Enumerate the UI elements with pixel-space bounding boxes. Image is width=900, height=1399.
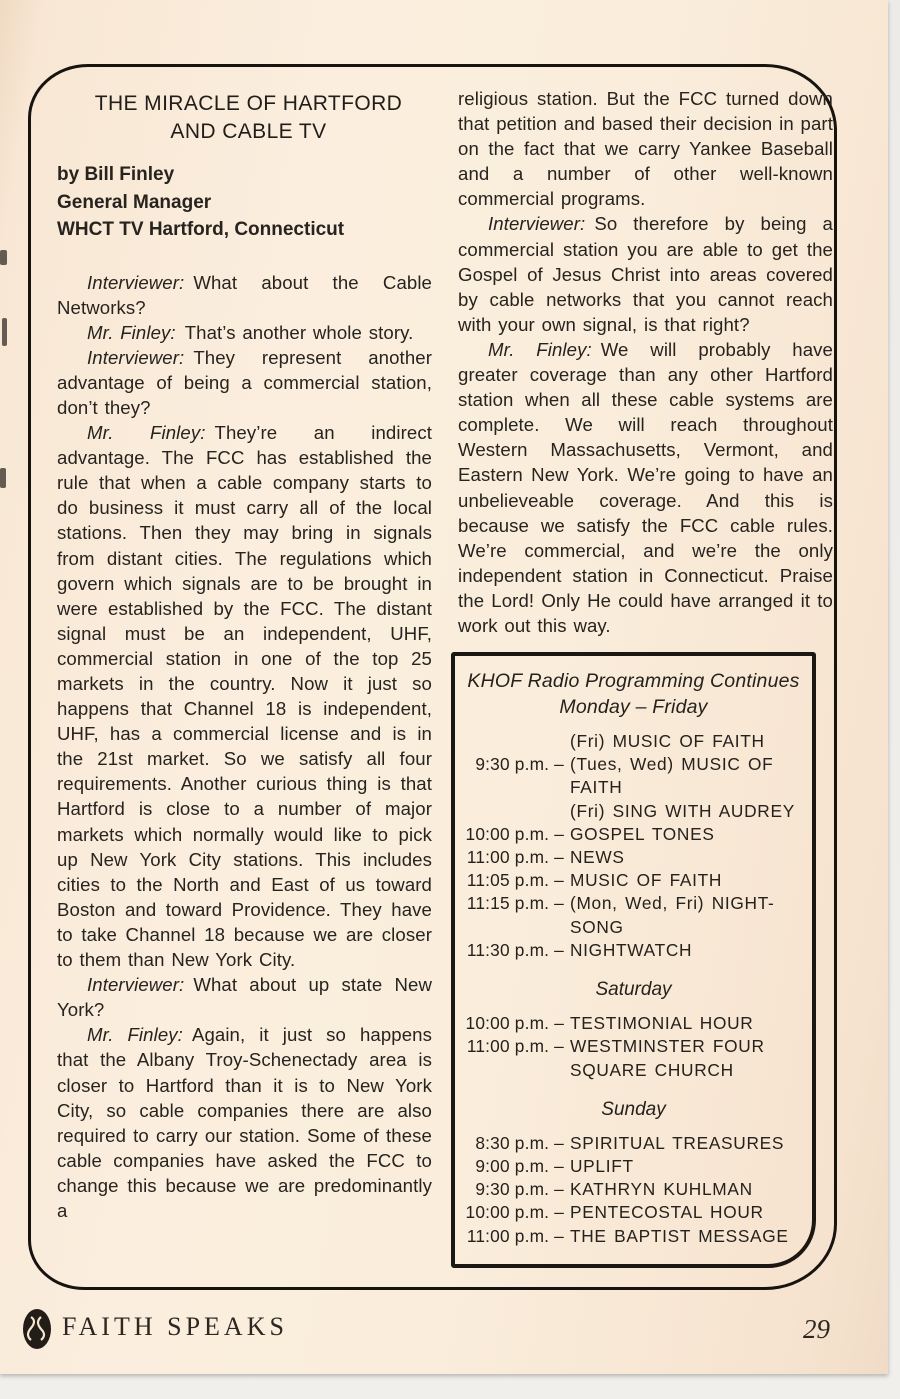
faith-speaks-logo-icon <box>21 1307 53 1356</box>
schedule-time <box>463 800 564 823</box>
schedule-time <box>463 730 564 753</box>
schedule-program: (Fri) SING WITH AUDREY <box>570 800 795 821</box>
speaker-label: Interviewer: <box>87 346 185 368</box>
binding-mark <box>0 250 7 265</box>
article-title-line2: AND CABLE TV <box>170 120 327 143</box>
schedule-row <box>463 916 804 939</box>
schedule-row <box>463 1012 804 1035</box>
paragraph-text: What about the Cable Networks? <box>57 271 432 318</box>
byline-role: General Manager <box>57 191 212 213</box>
schedule-program: FAITH <box>570 777 623 798</box>
schedule-time: 11:00 p.m. – <box>466 847 564 868</box>
paragraph-text: That’s another whole story. <box>184 321 414 343</box>
schedule-row <box>463 776 804 799</box>
schedule-row <box>463 1178 804 1201</box>
schedule-time: 11:00 p.m. – <box>466 1036 564 1057</box>
schedule-sunday <box>463 1132 804 1248</box>
paragraph-text: We will probably have greater coverage than any other Hartford station when all these cable systems are complete. We will reach throughout Western Massachusetts, Vermont, and Eastern New York. We’re going to have an unbelieveable coverage. And this is because we satisfy the FCC cable rules. We’re commercial, and we’re the only independent station in Connecticut. Praise the Lord! Only He could have arranged it to work out this way. <box>458 338 833 636</box>
paragraph-text: Again, it just so happens that the Albany Troy-Schenectady area is closer to Hartford than it is to New York City, so cable companies there are also required to carry our station. Some of these cable companies have asked the FCC to change this because we are predominantly a <box>57 1024 432 1221</box>
article-content <box>57 86 833 1268</box>
schedule-row <box>463 730 804 753</box>
binding-mark <box>2 318 7 346</box>
schedule-program: THE BAPTIST MESSAGE <box>570 1225 789 1246</box>
schedule-program: NIGHTWATCH <box>570 939 693 960</box>
schedule-program: KATHRYN KUHLMAN <box>570 1179 753 1200</box>
article-title-line1: THE MIRACLE OF HARTFORD <box>94 92 403 115</box>
schedule-time: 11:05 p.m. – <box>466 870 564 891</box>
schedule-program: (Fri) MUSIC OF FAITH <box>570 731 765 752</box>
schedule-row <box>463 846 804 869</box>
paragraph <box>57 1022 432 1223</box>
speaker-label: Mr. Finley: <box>488 338 592 360</box>
article-title <box>75 90 422 146</box>
schedule-header-line2: Monday – Friday <box>559 696 708 719</box>
schedule-row <box>463 1035 804 1058</box>
paragraph <box>57 972 432 1022</box>
paragraph-text: religious station. But the FCC turned down that petition and based their decision in part on the fact that we carry Yankee Baseball and a number of other well-known commercial programs. <box>458 88 833 210</box>
left-column <box>57 86 432 1268</box>
schedule-row <box>463 753 804 776</box>
saturday-label: Saturday <box>595 979 672 1001</box>
schedule-row <box>463 1132 804 1155</box>
schedule-time <box>463 916 564 939</box>
right-column <box>458 86 833 1268</box>
schedule-program: NEWS <box>570 847 625 868</box>
schedule-program: TESTIMONIAL HOUR <box>570 1013 754 1034</box>
schedule-row <box>463 823 804 846</box>
schedule-time <box>463 1059 564 1082</box>
paragraph-text: So therefore by being a commercial station you are able to get the Gospel of Jesus Christ into areas covered by cable networks that you cannot reach with your own signal, is that right? <box>458 213 833 335</box>
paragraph <box>57 270 432 320</box>
schedule-program: SONG <box>570 916 624 937</box>
paragraph <box>57 420 432 972</box>
left-column-text <box>57 270 432 1224</box>
schedule-row <box>463 1059 804 1082</box>
speaker-label: Interviewer: <box>488 213 586 235</box>
schedule-program: GOSPEL TONES <box>570 823 715 844</box>
schedule-program: SQUARE CHURCH <box>570 1059 734 1080</box>
paragraph <box>57 320 432 345</box>
byline-author: by Bill Finley <box>57 164 175 185</box>
schedule-row <box>463 892 804 915</box>
schedule-row <box>463 869 804 892</box>
paragraph-text: What about up state New York? <box>57 974 432 1021</box>
schedule-time: 10:00 p.m. – <box>465 1013 564 1034</box>
speaker-label: Interviewer: <box>87 271 185 293</box>
schedule-row <box>463 939 804 962</box>
page-number: 29 <box>803 1314 830 1344</box>
schedule-row <box>463 1155 804 1178</box>
schedule-time: 11:15 p.m. – <box>466 893 564 914</box>
page-footer <box>0 1300 888 1370</box>
paragraph <box>458 86 833 211</box>
schedule-time <box>463 776 564 799</box>
schedule-row <box>463 1201 804 1224</box>
paragraph <box>57 345 432 420</box>
footer-brand-text: FAITH SPEAKS <box>62 1311 288 1342</box>
schedule-monday-friday <box>463 730 804 962</box>
speaker-label: Interviewer: <box>87 974 185 996</box>
schedule-program: WESTMINSTER FOUR <box>570 1036 765 1057</box>
schedule-header-line1: KHOF Radio Programming Continues <box>467 670 800 693</box>
schedule-program: SPIRITUAL TREASURES <box>570 1132 785 1153</box>
schedule-header <box>463 668 804 720</box>
schedule-program: UPLIFT <box>570 1155 634 1176</box>
schedule-time: 11:30 p.m. – <box>466 939 564 960</box>
sunday-label: Sunday <box>601 1098 666 1120</box>
schedule-time: 10:00 p.m. – <box>465 1202 564 1223</box>
right-column-text <box>458 86 833 638</box>
schedule-row <box>463 800 804 823</box>
schedule-time: 11:00 p.m. – <box>466 1225 564 1246</box>
article-byline <box>57 161 432 244</box>
schedule-program: (Tues, Wed) MUSIC OF <box>570 754 774 775</box>
schedule-program: MUSIC OF FAITH <box>570 870 723 891</box>
paragraph <box>458 337 833 638</box>
paragraph <box>458 211 833 336</box>
schedule-time: 8:30 p.m. – <box>475 1132 564 1153</box>
speaker-label: Mr. Finley: <box>87 422 206 444</box>
binding-mark <box>0 468 6 488</box>
schedule-time: 9:30 p.m. – <box>475 1179 564 1200</box>
byline-station: WHCT TV Hartford, Connecticut <box>57 219 345 240</box>
speaker-label: Mr. Finley: <box>87 321 176 343</box>
schedule-program: (Mon, Wed, Fri) NIGHT- <box>570 893 775 914</box>
schedule-row <box>463 1225 804 1248</box>
schedule-time: 10:00 p.m. – <box>465 823 564 844</box>
schedule-saturday <box>463 1012 804 1082</box>
schedule-program: PENTECOSTAL HOUR <box>570 1202 764 1223</box>
paragraph-text: They represent another advantage of being a commercial station, don’t they? <box>57 346 432 418</box>
speaker-label: Mr. Finley: <box>87 1024 183 1046</box>
radio-schedule-box <box>451 652 816 1268</box>
schedule-time: 9:30 p.m. – <box>475 754 564 775</box>
schedule-time: 9:00 p.m. – <box>475 1155 564 1176</box>
paragraph-text: They’re an indirect advantage. The FCC has established the rule that when a cable company starts to do business it must carry all of the local stations. Then they may bring in signals from distant cities. The regulations which govern which signals are to be brought in were established by the FCC. The distant signal must be an independent, UHF, commercial station in one of the top 25 markets in the country. Now it just so happens that Channel 18 is independent, UHF, has a commercial license and is in the 21st market. So we satisfy all four requirements. Another curious thing is that Hartford is close to a number of major markets which normally would like to pick up New York City stations. This includes cities to the North and East of us toward Boston and toward Providence. They have to take Channel 18 because we are closer to them than New York City. <box>57 422 433 971</box>
